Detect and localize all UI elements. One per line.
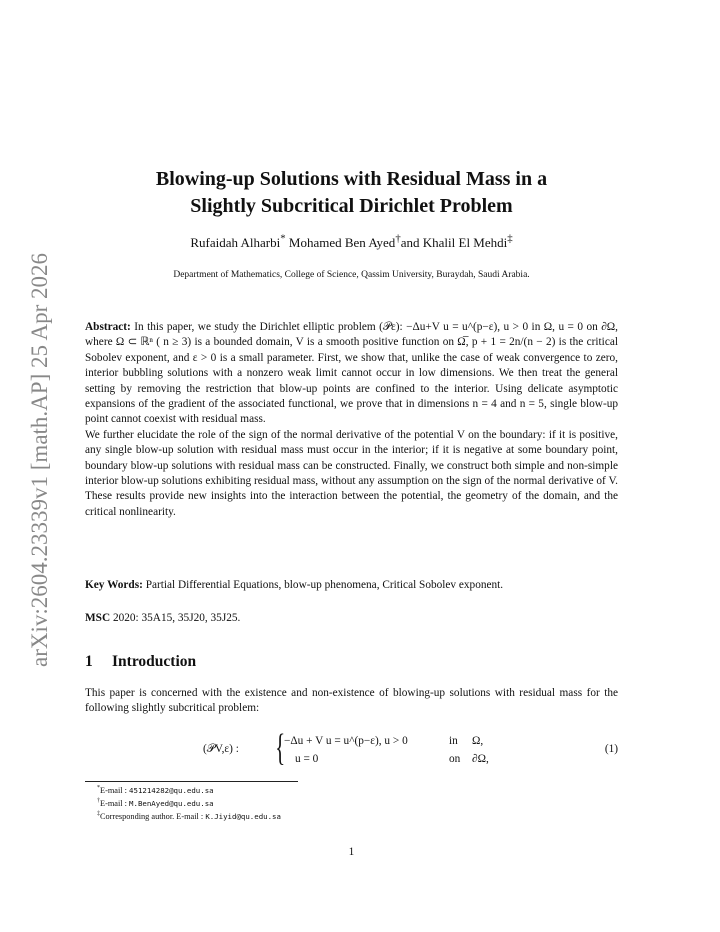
author-1-mark: * bbox=[280, 232, 286, 245]
msc-classification bbox=[85, 612, 618, 624]
abstract-paragraph-2: We further elucidate the role of the sign of the normal derivative of the potential V on the boundary: if it is positive, any single blow-up solution with residual mass must occur in the interior; if it is negative at some boundary point, boundary blow-up solutions with residual mass can be constructed. Finally, we construct both simple and non-simple interior blow-up solutions exhibiting residual mass, without any assumption on the sign of the normal derivative of V. These results provide new insights into the interaction between the potential, the geometry of the domain, and the critical nonlinearity. bbox=[85, 428, 618, 518]
footnote-2-label: E-mail : bbox=[100, 799, 127, 808]
equation-lhs: (𝒫V,ε) : bbox=[203, 743, 239, 755]
intro-paragraph: This paper is concerned with the existence and non-existence of blowing-up solutions with residual mass for the following slightly subcritical problem: bbox=[85, 687, 618, 715]
footnote-3 bbox=[97, 811, 597, 822]
abstract-paragraph-1 bbox=[85, 320, 618, 428]
msc-heading: MSC bbox=[85, 612, 111, 624]
equation-row-1: −Δu + V u = u^(p−ε), u > 0 bbox=[284, 735, 408, 747]
footnote-3-mark: ‡ bbox=[97, 811, 100, 818]
paper-title bbox=[85, 166, 618, 220]
abstract bbox=[85, 320, 618, 520]
footnote-rule bbox=[85, 781, 298, 782]
title-line-1: Blowing-up Solutions with Residual Mass in a bbox=[155, 168, 548, 190]
keywords-heading: Key Words: bbox=[85, 579, 143, 591]
abstract-heading: Abstract: bbox=[85, 321, 131, 333]
equation-brace: { bbox=[275, 727, 286, 769]
author-2: Mohamed Ben Ayed bbox=[288, 235, 396, 250]
author-list bbox=[85, 232, 618, 251]
author-3-mark: ‡ bbox=[507, 232, 513, 245]
arxiv-stamp: arXiv:2604.23339v1 [math.AP] 25 Apr 2026 bbox=[27, 253, 52, 667]
section-title: Introduction bbox=[112, 653, 197, 670]
author-1: Rufaidah Alharbi bbox=[190, 235, 281, 250]
footnote-1-email: 451214282@qu.edu.sa bbox=[129, 786, 214, 795]
abstract-text-1: In this paper, we study the Dirichlet elliptic problem (𝒫ε): −Δu+V u = u^(p−ε), u > 0 in Ω, u = 0 on ∂Ω, where Ω ⊂ ℝⁿ ( n ≥ 3) is a bounded domain, V is a smooth positive function on Ω̅, p + 1 = 2n/(n − 2) is the critical Sobolev exponent, and ε > 0 is a small parameter. First, we show that, unlike the case of weak convergence to zero, interior bubbling solutions with a nonzero weak limit cannot occur in low dimensions. We then treat the general setting by removing the restriction that blow-up points are confined to the interior. Using delicate asymptotic expansions of the gradient of the associated functional, we prove that in dimensions n = 4 and n = 5, single blow-up point cannot coexist with residual mass. bbox=[85, 321, 619, 426]
author-3: and Khalil El Mehdi bbox=[400, 235, 508, 250]
msc-text: 2020: 35A15, 35J20, 35J25. bbox=[112, 612, 241, 624]
author-2-mark: † bbox=[395, 232, 401, 245]
equation-row-2: u = 0 bbox=[295, 753, 319, 765]
footnote-1 bbox=[97, 785, 597, 796]
equation-cond-2-word: on bbox=[449, 753, 461, 765]
keywords bbox=[85, 579, 618, 591]
footnote-2 bbox=[97, 798, 597, 809]
footnote-1-mark: * bbox=[97, 785, 100, 792]
footnote-3-email: K.Jiyid@qu.edu.sa bbox=[205, 812, 281, 821]
equation-cond-1-word: in bbox=[449, 735, 458, 747]
section-heading bbox=[85, 653, 618, 671]
affiliation: Department of Mathematics, College of Science, Qassim University, Buraydah, Saudi Arabia. bbox=[173, 270, 530, 280]
equation-cond-1-set: Ω, bbox=[472, 735, 484, 747]
page-number: 1 bbox=[348, 846, 355, 858]
keywords-text: Partial Differential Equations, blow-up phenomena, Critical Sobolev exponent. bbox=[145, 579, 504, 591]
footnote-1-label: E-mail : bbox=[100, 786, 127, 795]
display-equation bbox=[85, 727, 618, 772]
footnote-3-label: Corresponding author. E-mail : bbox=[100, 812, 204, 821]
title-line-2: Slightly Subcritical Dirichlet Problem bbox=[190, 195, 513, 217]
equation-tag: (1) bbox=[604, 743, 618, 755]
section-number: 1 bbox=[85, 653, 93, 670]
equation-cond-2-set: ∂Ω, bbox=[472, 753, 489, 765]
footnote-2-email: M.BenAyed@qu.edu.sa bbox=[129, 799, 214, 808]
footnote-2-mark: † bbox=[97, 798, 100, 805]
